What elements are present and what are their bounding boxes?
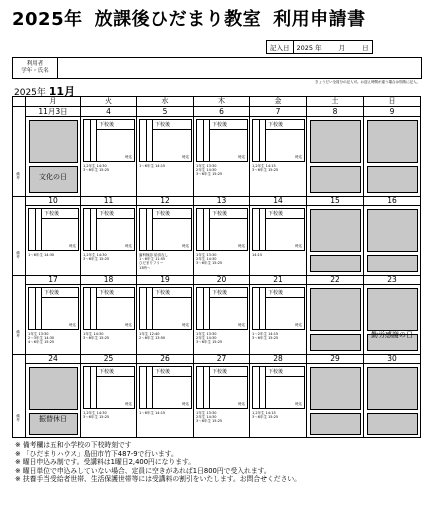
dismissal-time-note: 1年生 12:40 2～6年生 13:50 xyxy=(139,332,166,341)
closed-day-shade xyxy=(367,367,418,410)
footer-note: ※ 曜日単位で申込みしていない場合、定員に空きがあれば1日800円で受入れます。 xyxy=(15,466,271,475)
after-school-label: 下校後 xyxy=(99,369,115,375)
day-number: 25 xyxy=(81,354,136,364)
day-number: 15 xyxy=(307,196,363,206)
weekday-header-cell: 水 xyxy=(137,96,194,107)
time-field[interactable] xyxy=(209,218,247,250)
time-field[interactable] xyxy=(96,218,134,250)
remark-column xyxy=(12,196,26,275)
attendance-form[interactable] xyxy=(83,208,135,251)
time-until-label: 時迄 xyxy=(295,155,302,159)
after-school-label: 下校後 xyxy=(155,369,171,375)
time-until-label: 時迄 xyxy=(295,244,302,248)
after-school-label: 下校後 xyxy=(268,122,284,128)
dismissal-time-note: 1年生 13:30 2年生 14:30 3～6年生 15:25 xyxy=(196,253,223,266)
day-cell xyxy=(81,196,137,275)
dismissal-time-note: 1,2年生 14:30 3～6年生 15:25 xyxy=(83,164,110,173)
time-field[interactable] xyxy=(152,218,191,250)
time-field[interactable] xyxy=(265,129,304,161)
day-cell xyxy=(364,275,421,354)
closed-day-shade xyxy=(310,288,361,331)
week-divider xyxy=(12,275,421,276)
day-number: 26 xyxy=(137,354,193,364)
day-number: 20 xyxy=(194,275,249,285)
time-field[interactable] xyxy=(152,376,191,408)
holiday-label: 勤労感謝の日 xyxy=(371,331,413,339)
attendance-form[interactable] xyxy=(252,208,305,251)
period-year: 2025年 xyxy=(14,88,46,98)
calendar-week xyxy=(12,354,421,438)
dismissal-time-note: 1,2年生 14:15 3～6年生 15:25 xyxy=(252,164,279,173)
page-title xyxy=(12,5,366,31)
dismissal-time-note: 歯科検診 給食なし 1～6年生 11:55 ひだまりフリー 13時～ xyxy=(139,253,169,270)
day-cell xyxy=(81,354,137,438)
attendance-form[interactable] xyxy=(196,366,248,409)
day-number: 9 xyxy=(364,107,420,117)
day-number: 16 xyxy=(364,196,420,206)
attendance-form[interactable] xyxy=(28,208,79,251)
day-number: 18 xyxy=(81,275,136,285)
day-cell xyxy=(364,107,421,196)
time-field[interactable] xyxy=(265,297,304,329)
after-school-label: 下校後 xyxy=(212,122,228,128)
calendar-week xyxy=(12,196,421,275)
footer-notes xyxy=(15,441,301,484)
day-cell xyxy=(137,196,194,275)
day-cell xyxy=(250,196,307,275)
time-until-label: 時迄 xyxy=(238,402,245,406)
after-school-label: 下校後 xyxy=(99,290,115,296)
weekday-header-cell: 土 xyxy=(307,96,364,107)
day-cell xyxy=(26,196,81,275)
dismissal-time-note: 14:15 xyxy=(252,253,263,257)
after-school-label: 下校後 xyxy=(155,122,171,128)
day-number: 19 xyxy=(137,275,193,285)
time-until-label: 時迄 xyxy=(295,323,302,327)
entry-year[interactable]: 2025 年 xyxy=(296,43,322,52)
day-cell xyxy=(81,107,137,196)
day-cell xyxy=(81,275,137,354)
time-until-label: 時迄 xyxy=(238,323,245,327)
time-field[interactable] xyxy=(152,129,191,161)
after-school-label: 下校後 xyxy=(44,211,60,217)
attendance-form[interactable] xyxy=(139,208,192,251)
time-field[interactable] xyxy=(41,218,78,250)
day-cell xyxy=(194,107,250,196)
day-number: 30 xyxy=(364,354,420,364)
holiday-label: 文化の日 xyxy=(39,173,67,181)
day-cell xyxy=(364,196,421,275)
day-cell xyxy=(307,107,364,196)
time-until-label: 時迄 xyxy=(125,155,132,159)
time-field[interactable] xyxy=(152,297,191,329)
weekday-header-cell: 月 xyxy=(26,96,81,107)
closed-day-shade xyxy=(367,166,418,193)
time-field[interactable] xyxy=(96,129,134,161)
after-school-label: 下校後 xyxy=(99,211,115,217)
after-school-label: 下校後 xyxy=(155,211,171,217)
day-number: 7 xyxy=(250,107,306,117)
closed-day-shade xyxy=(310,367,361,410)
day-number: 17 xyxy=(26,275,80,285)
time-until-label: 時迄 xyxy=(125,244,132,248)
day-cell xyxy=(250,107,307,196)
remark-label: 備考 xyxy=(16,414,20,422)
remark-label: 備考 xyxy=(16,251,20,259)
weekday-header-cell: 日 xyxy=(364,96,421,107)
after-school-label: 下校後 xyxy=(268,211,284,217)
time-until-label: 時迄 xyxy=(125,323,132,327)
time-until-label: 時迄 xyxy=(182,244,189,248)
dismissal-time-note: 1～2年生 14:15 3～6年生 15:25 xyxy=(252,332,279,341)
weekday-header-cell: 金 xyxy=(250,96,307,107)
title-tail: 利用申請書 xyxy=(273,9,366,30)
title-year: 2025年 xyxy=(12,9,83,30)
closed-day-shade xyxy=(310,413,361,435)
after-school-label: 下校後 xyxy=(99,122,115,128)
day-number: 14 xyxy=(250,196,306,206)
remark-column xyxy=(12,107,26,196)
dismissal-time-note: 1～6年生 14:15 xyxy=(139,164,166,168)
day-cell xyxy=(364,354,421,438)
dismissal-time-note: 1,2年生 14:30 3～6年生 15:25 xyxy=(83,411,110,420)
dismissal-time-note: 1年生 13:30 2年生 14:30 3～6年生 15:25 xyxy=(196,164,223,177)
after-school-label: 下校後 xyxy=(268,369,284,375)
closed-day-shade xyxy=(367,255,418,272)
day-number: 11月3日 xyxy=(26,107,80,117)
closed-day-shade xyxy=(310,209,361,252)
time-field[interactable] xyxy=(265,218,304,250)
day-number: 21 xyxy=(250,275,306,285)
weekday-header-spacer xyxy=(12,96,26,107)
footer-note: ※ 扶養手当受給者世帯、生活保護世帯等には受講料の割引をいたします。お問合せください。 xyxy=(15,475,301,484)
time-until-label: 時迄 xyxy=(125,402,132,406)
remark-label: 備考 xyxy=(16,330,20,338)
weekday-header-cell: 火 xyxy=(81,96,137,107)
day-cell xyxy=(194,275,250,354)
day-number: 6 xyxy=(194,107,249,117)
closed-day-shade xyxy=(29,120,78,163)
dismissal-time-note: 1年生 13:30 2～3年生 14:30 4～6年生 15:25 xyxy=(28,332,55,345)
attendance-form[interactable] xyxy=(252,287,305,330)
time-until-label: 時迄 xyxy=(69,244,76,248)
after-school-label: 下校後 xyxy=(212,290,228,296)
time-until-label: 時迄 xyxy=(295,402,302,406)
attendance-form[interactable] xyxy=(139,366,192,409)
day-number: 8 xyxy=(307,107,363,117)
user-label-2: 学年・氏名 xyxy=(21,68,49,74)
dismissal-time-note: 1年生 13:30 2年生 14:30 3～6年生 15:25 xyxy=(196,332,223,345)
time-field[interactable] xyxy=(96,376,134,408)
dismissal-time-note: 1年生 13:30 2年生 14:30 3～6年生 15:25 xyxy=(196,411,223,424)
day-number: 29 xyxy=(307,354,363,364)
closed-day-shade xyxy=(310,166,361,193)
time-until-label: 時迄 xyxy=(182,323,189,327)
period-month: 11月 xyxy=(48,85,76,98)
weekday-header-cell: 木 xyxy=(194,96,250,107)
time-field[interactable] xyxy=(41,297,78,329)
entry-date-label: 記入日 xyxy=(267,41,294,53)
calendar-week xyxy=(12,275,421,354)
day-number: 5 xyxy=(137,107,193,117)
day-number: 13 xyxy=(194,196,249,206)
closed-day-shade xyxy=(367,413,418,435)
user-name-field[interactable] xyxy=(58,58,421,78)
holiday-label: 振替休日 xyxy=(39,415,67,423)
user-box xyxy=(12,57,422,79)
after-school-label: 下校後 xyxy=(212,369,228,375)
after-school-label: 下校後 xyxy=(268,290,284,296)
footer-note: ※ 備考欄は五和小学校の下校時刻です xyxy=(15,441,132,449)
dismissal-time-note: 1,2年生 14:15 3～6年生 15:25 xyxy=(252,411,279,420)
day-number: 22 xyxy=(307,275,363,285)
dismissal-time-note: 1年生 14:30 3～6年生 15:25 xyxy=(83,332,110,341)
attendance-form[interactable] xyxy=(139,287,192,330)
after-school-label: 下校後 xyxy=(44,290,60,296)
closed-day-shade xyxy=(367,288,418,331)
entry-month[interactable]: 月 xyxy=(338,43,346,52)
remark-column xyxy=(12,354,26,438)
day-cell xyxy=(307,196,364,275)
user-label xyxy=(13,58,58,78)
week-divider xyxy=(12,196,421,197)
day-cell xyxy=(250,354,307,438)
day-number: 12 xyxy=(137,196,193,206)
time-field[interactable] xyxy=(209,376,247,408)
day-cell xyxy=(250,275,307,354)
time-until-label: 時迄 xyxy=(182,155,189,159)
day-cell xyxy=(194,354,250,438)
attendance-form[interactable] xyxy=(139,119,192,162)
day-cell xyxy=(26,107,81,196)
day-cell xyxy=(194,196,250,275)
attendance-form[interactable] xyxy=(28,287,79,330)
time-field[interactable] xyxy=(209,129,247,161)
day-cell xyxy=(137,354,194,438)
closed-day-shade xyxy=(367,209,418,252)
attendance-form[interactable] xyxy=(196,287,248,330)
closed-day-shade xyxy=(310,334,361,351)
week-divider xyxy=(12,354,421,355)
closed-day-shade xyxy=(310,120,361,163)
day-number: 11 xyxy=(81,196,136,206)
user-label-1: 利用者 xyxy=(26,61,44,67)
attendance-form[interactable] xyxy=(196,208,248,251)
dismissal-time-note: 1～6年生 14:30 xyxy=(28,253,55,257)
entry-day[interactable]: 日 xyxy=(362,43,369,52)
footer-note: ※ 「ひだまりハウス」島田市竹下487-9で行います。 xyxy=(15,449,178,458)
attendance-form[interactable] xyxy=(252,366,305,409)
dismissal-time-note: 1～6年生 14:15 xyxy=(139,411,166,415)
attendance-form[interactable] xyxy=(83,366,135,409)
after-school-label: 下校後 xyxy=(212,211,228,217)
time-until-label: 時迄 xyxy=(238,155,245,159)
top-note: きょうだい全員分の記入可。お迎え時間が違う場合は別紙に記入。 xyxy=(315,80,420,84)
attendance-form[interactable] xyxy=(83,119,135,162)
weekday-header xyxy=(12,96,421,107)
remark-column xyxy=(12,275,26,354)
time-field[interactable] xyxy=(96,297,134,329)
day-number: 27 xyxy=(194,354,249,364)
day-number: 4 xyxy=(81,107,136,117)
footer-note: ※ 曜日申込み制です。受講料は1曜日2,400円になります。 xyxy=(15,458,196,467)
time-field[interactable] xyxy=(209,297,247,329)
after-school-label: 下校後 xyxy=(155,290,171,296)
calendar-week xyxy=(12,107,421,196)
time-until-label: 時迄 xyxy=(238,244,245,248)
day-number: 28 xyxy=(250,354,306,364)
attendance-form[interactable] xyxy=(83,287,135,330)
dismissal-time-note: 1,2年生 14:30 3～6年生 15:25 xyxy=(83,253,110,262)
day-number: 24 xyxy=(26,354,80,364)
day-cell xyxy=(307,354,364,438)
attendance-form[interactable] xyxy=(196,119,248,162)
day-cell xyxy=(307,275,364,354)
closed-day-shade xyxy=(310,255,361,272)
time-until-label: 時迄 xyxy=(182,402,189,406)
day-cell xyxy=(137,107,194,196)
title-name: 放課後ひだまり教室 xyxy=(94,9,262,30)
time-until-label: 時迄 xyxy=(69,323,76,327)
day-cell xyxy=(137,275,194,354)
day-cell xyxy=(26,275,81,354)
day-cell xyxy=(26,354,81,438)
closed-day-shade xyxy=(29,367,78,410)
time-field[interactable] xyxy=(265,376,304,408)
attendance-form[interactable] xyxy=(252,119,305,162)
day-number: 23 xyxy=(364,275,420,285)
closed-day-shade xyxy=(367,120,418,163)
entry-date-box xyxy=(266,40,373,54)
remark-label: 備考 xyxy=(16,172,20,180)
day-number: 10 xyxy=(26,196,80,206)
